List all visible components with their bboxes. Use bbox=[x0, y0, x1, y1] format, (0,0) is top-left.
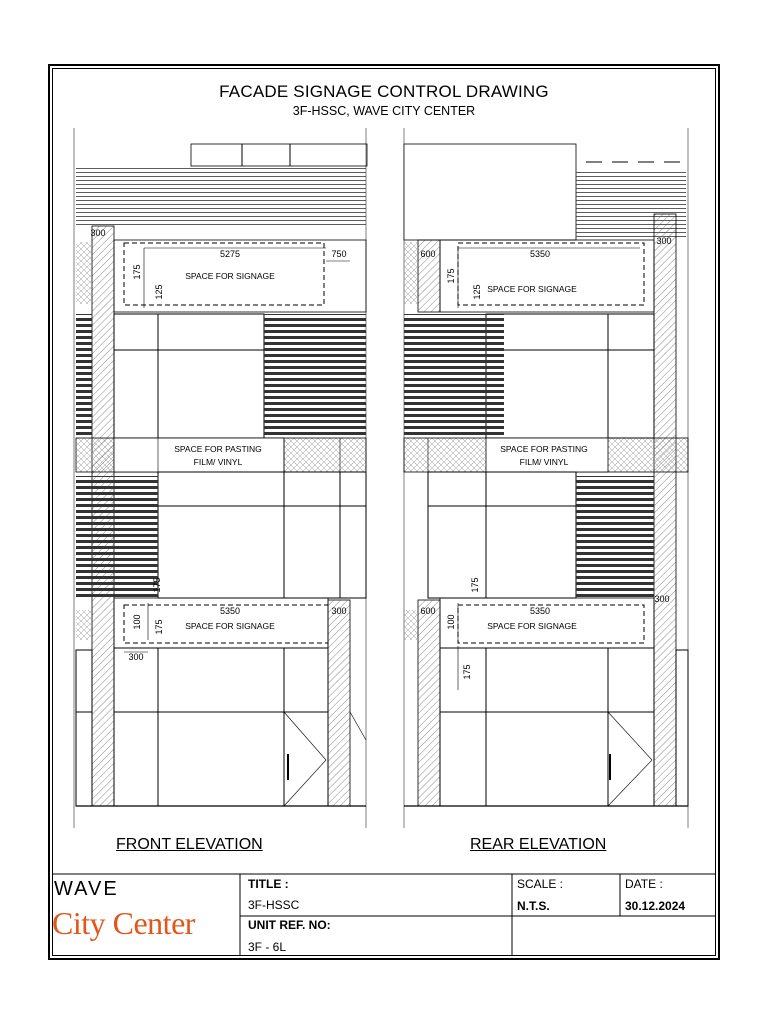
front-dim-bottom-below: 300 bbox=[128, 652, 144, 662]
front-dim-top-width: 5275 bbox=[219, 249, 241, 259]
front-signage-top-label: SPACE FOR SIGNAGE bbox=[185, 271, 275, 281]
title-label: TITLE : bbox=[248, 877, 289, 891]
rear-dim-bottom-left: 600 bbox=[420, 606, 436, 616]
front-dim-bottom-inner: 175 bbox=[154, 619, 164, 635]
front-dim-top-height: 175 bbox=[132, 264, 142, 280]
rear-dim-bottom-right: 300 bbox=[654, 594, 670, 604]
logo-city-center-text: City Center bbox=[52, 905, 195, 941]
rear-film-line1: SPACE FOR PASTING bbox=[500, 444, 588, 454]
front-dim-mid-vert: 175 bbox=[152, 577, 162, 593]
rear-dim-top-height: 175 bbox=[446, 268, 456, 284]
logo-wave-text: WAVE bbox=[54, 878, 119, 900]
rear-dim-bottom-height: 100 bbox=[446, 614, 456, 630]
unit-ref-label: UNIT REF. NO: bbox=[248, 918, 331, 932]
title-value: 3F-HSSC bbox=[248, 898, 300, 912]
rear-dim-bottom-below: 175 bbox=[462, 664, 472, 680]
unit-ref-value: 3F - 6L bbox=[248, 940, 287, 954]
scale-value: N.T.S. bbox=[517, 899, 550, 913]
scale-label: SCALE : bbox=[517, 877, 564, 891]
rear-film-line2: FILM/ VINYL bbox=[519, 457, 569, 467]
rear-dim-bottom-width: 5350 bbox=[529, 606, 551, 616]
rear-dim-top-width: 5350 bbox=[529, 249, 551, 259]
drawing-title: FACADE SIGNAGE CONTROL DRAWING bbox=[219, 82, 549, 101]
front-dim-bottom-width: 5350 bbox=[219, 606, 241, 616]
front-dim-top-right: 750 bbox=[331, 249, 347, 259]
front-dim-bottom-right: 300 bbox=[331, 606, 347, 616]
front-dim-bottom-height: 100 bbox=[132, 614, 142, 630]
rear-elevation bbox=[404, 128, 688, 828]
date-label: DATE : bbox=[625, 877, 663, 891]
rear-dim-top-right: 300 bbox=[656, 236, 672, 246]
front-elevation-label: FRONT ELEVATION bbox=[116, 836, 263, 853]
date-value: 30.12.2024 bbox=[625, 899, 686, 913]
front-elevation bbox=[74, 128, 367, 828]
drawing-subtitle: 3F-HSSC, WAVE CITY CENTER bbox=[292, 104, 476, 118]
rear-dim-mid-vert: 175 bbox=[470, 577, 480, 593]
rear-dim-top-left: 600 bbox=[420, 249, 436, 259]
front-dim-top-left: 300 bbox=[90, 228, 106, 238]
rear-signage-bottom-label: SPACE FOR SIGNAGE bbox=[487, 621, 577, 631]
rear-dim-top-inner: 125 bbox=[472, 284, 482, 300]
front-signage-bottom-label: SPACE FOR SIGNAGE bbox=[185, 621, 275, 631]
front-film-line1: SPACE FOR PASTING bbox=[174, 444, 262, 454]
rear-elevation-label: REAR ELEVATION bbox=[470, 836, 607, 853]
front-dim-top-inner: 125 bbox=[154, 284, 164, 300]
rear-signage-top-label: SPACE FOR SIGNAGE bbox=[487, 284, 577, 294]
front-film-line2: FILM/ VINYL bbox=[193, 457, 243, 467]
